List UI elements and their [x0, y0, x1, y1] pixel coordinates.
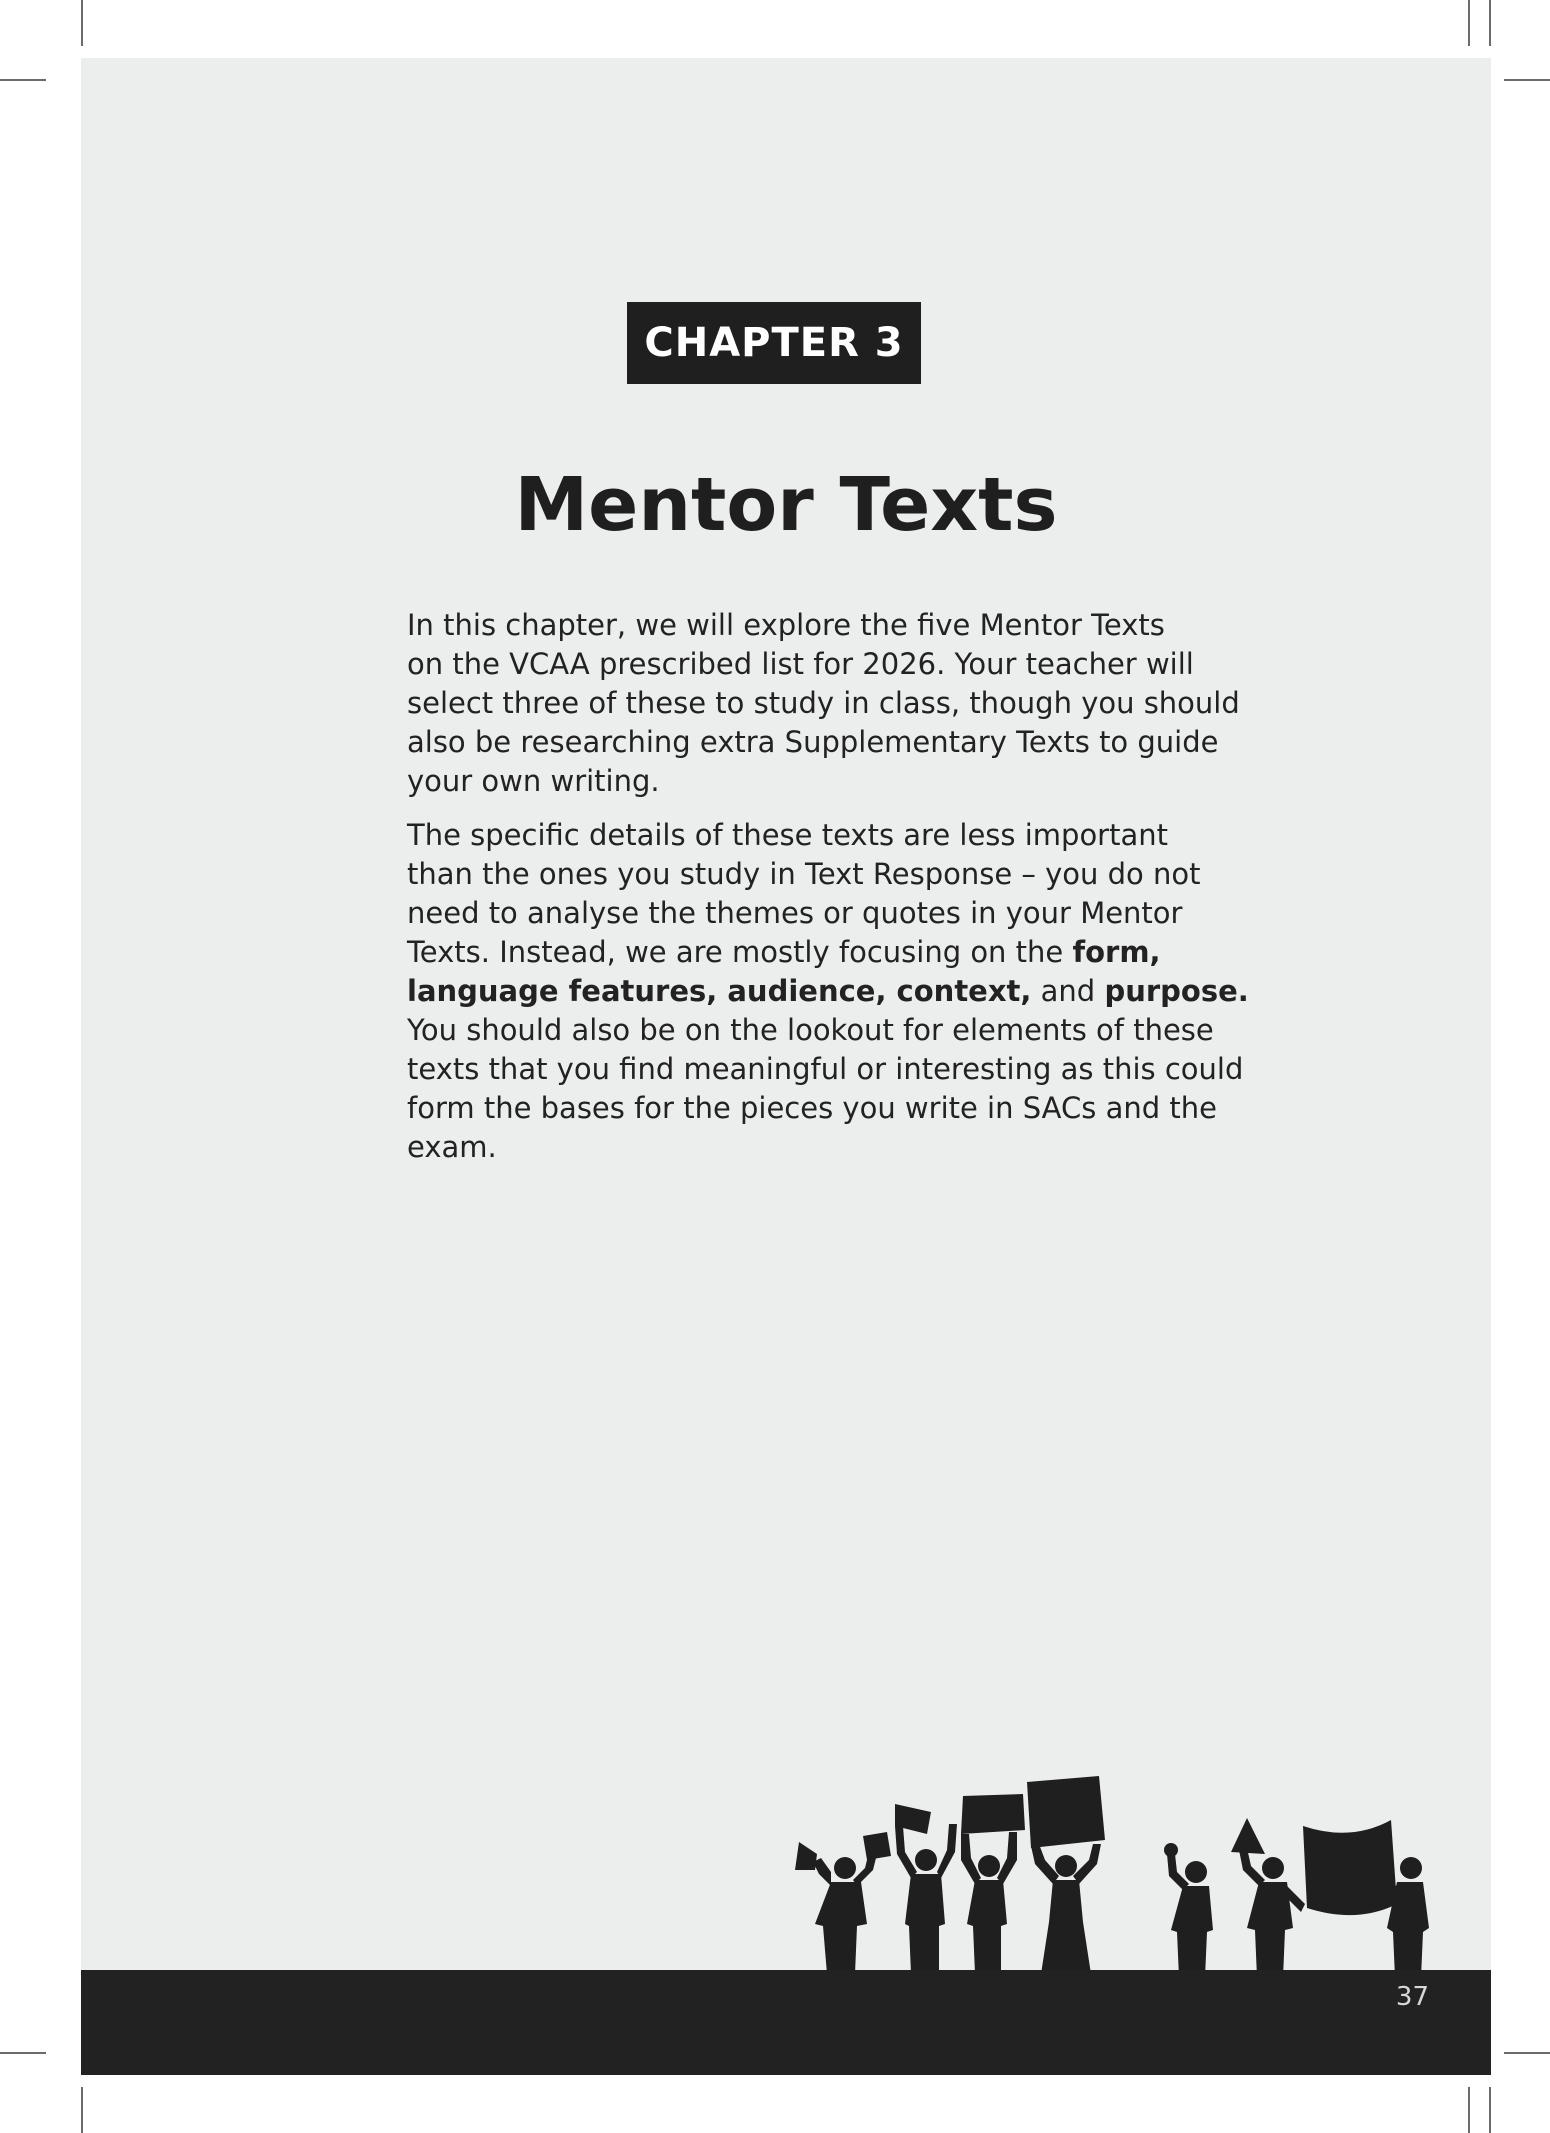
text-line: select three of these to study in class, though you should	[407, 686, 1240, 720]
text-line: form the bases for the pieces you write in SACs and the	[407, 1091, 1217, 1125]
text-line: texts that you find meaningful or interesting as this could	[407, 1052, 1244, 1086]
crop-mark	[1504, 79, 1550, 81]
crop-mark	[81, 2087, 83, 2133]
crop-mark	[0, 2052, 46, 2054]
text-line: also be researching extra Supplementary Texts to guide	[407, 725, 1219, 759]
crop-mark	[1468, 2087, 1470, 2133]
crop-mark	[1489, 2087, 1491, 2133]
chapter-intro	[367, 606, 1249, 1182]
chapter-label: CHAPTER 3	[627, 302, 921, 384]
crop-mark	[1468, 0, 1470, 46]
crop-mark	[81, 0, 83, 46]
text-line	[367, 933, 1207, 972]
text-line: In this chapter, we will explore the five Mentor Texts	[407, 608, 1165, 642]
text-line: need to analyse the themes or quotes in your Mentor	[407, 896, 1183, 930]
text-line: The specific details of these texts are less important	[407, 818, 1168, 852]
text-line	[367, 972, 1249, 1011]
text-run: Texts. Instead, we are mostly focusing on the	[407, 935, 1073, 969]
text-run: and	[1031, 974, 1105, 1008]
bold-term: language features, audience, context,	[407, 974, 1032, 1008]
crop-mark	[0, 79, 46, 81]
book-page	[81, 58, 1491, 2075]
chapter-title: Mentor Texts	[514, 462, 1058, 548]
page-number: 37	[1395, 1982, 1429, 2012]
text-line: exam.	[407, 1130, 497, 1164]
crop-mark	[1489, 0, 1491, 46]
text-line: You should also be on the lookout for elements of these	[407, 1013, 1214, 1047]
text-line: on the VCAA prescribed list for 2026. Your teacher will	[407, 647, 1194, 681]
crop-mark	[1504, 2052, 1550, 2054]
footer-band	[81, 1970, 1491, 2075]
bold-term: purpose.	[1104, 974, 1249, 1008]
bold-term: form,	[1072, 935, 1161, 969]
text-line: than the ones you study in Text Response – you do not	[407, 857, 1201, 891]
wavy-banner	[1303, 1820, 1397, 1915]
intro-paragraph-1	[367, 606, 1240, 801]
intro-paragraph-2	[367, 816, 1249, 1167]
text-line: your own writing.	[407, 764, 660, 798]
